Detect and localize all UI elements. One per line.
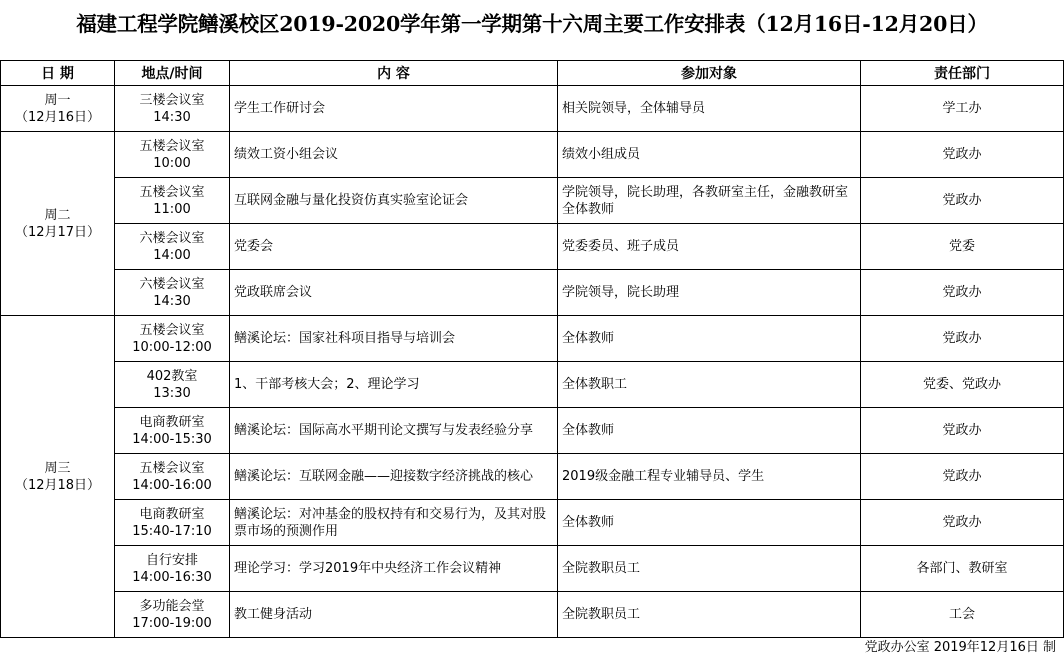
day-label: 周三 (44, 460, 71, 476)
time: 10:00 (153, 155, 191, 171)
table-row (1, 132, 1064, 178)
place-time-cell (115, 454, 230, 500)
header-date: 日 期 (1, 61, 115, 86)
header-participants: 参加对象 (558, 61, 861, 86)
header-department: 责任部门 (861, 61, 1064, 86)
place: 自行安排 (145, 552, 198, 568)
participants-cell: 全体教师 (558, 408, 861, 454)
page-title: 福建工程学院鳝溪校区2019-2020学年第一学期第十六周主要工作安排表（12月16日-12月20日） (76, 12, 988, 36)
content-cell: 1、干部考核大会；2、理论学习 (230, 362, 558, 408)
participants-cell: 学院领导，院长助理，各教研室主任，金融教研室全体教师 (558, 178, 861, 224)
time: 14:00-16:00 (132, 477, 212, 493)
participants-cell: 绩效小组成员 (558, 132, 861, 178)
content-cell: 党委会 (230, 224, 558, 270)
participants-cell: 相关院领导，全体辅导员 (558, 86, 861, 132)
department-cell: 各部门、教研室 (861, 546, 1064, 592)
day-date: （12月18日） (14, 477, 101, 493)
participants-cell: 党委委员、班子成员 (558, 224, 861, 270)
place: 六楼会议室 (139, 230, 205, 246)
content-cell: 鳝溪论坛：互联网金融——迎接数字经济挑战的核心 (230, 454, 558, 500)
time: 14:30 (153, 109, 191, 125)
day-label: 周一 (44, 92, 71, 108)
place-time-cell (115, 408, 230, 454)
content-cell: 教工健身活动 (230, 592, 558, 638)
department-cell: 学工办 (861, 86, 1064, 132)
time: 14:00-16:30 (132, 569, 212, 585)
table-row (1, 454, 1064, 500)
day-cell-tuesday (1, 132, 115, 316)
place-time-cell (115, 546, 230, 592)
place-time-cell (115, 132, 230, 178)
participants-cell: 2019级金融工程专业辅导员、学生 (558, 454, 861, 500)
place-time-cell (115, 316, 230, 362)
table-header-row (1, 61, 1064, 86)
content-cell: 党政联席会议 (230, 270, 558, 316)
place-time-cell (115, 86, 230, 132)
place: 六楼会议室 (139, 276, 205, 292)
place-time-cell (115, 592, 230, 638)
place-time-cell (115, 362, 230, 408)
time: 11:00 (153, 201, 191, 217)
department-cell: 党委 (861, 224, 1064, 270)
table-row (1, 546, 1064, 592)
place: 五楼会议室 (139, 460, 205, 476)
table-row (1, 224, 1064, 270)
table-row (1, 362, 1064, 408)
content-cell: 鳝溪论坛：国际高水平期刊论文撰写与发表经验分享 (230, 408, 558, 454)
header-content: 内 容 (230, 61, 558, 86)
day-date: （12月16日） (14, 109, 101, 125)
table-row (1, 270, 1064, 316)
time: 10:00-12:00 (132, 339, 212, 355)
content-cell: 绩效工资小组会议 (230, 132, 558, 178)
time: 14:30 (153, 293, 191, 309)
place: 五楼会议室 (139, 138, 205, 154)
day-label: 周二 (44, 207, 71, 223)
department-cell: 党政办 (861, 408, 1064, 454)
header-place-time: 地点/时间 (115, 61, 230, 86)
department-cell: 党政办 (861, 454, 1064, 500)
place-time-cell (115, 500, 230, 546)
place: 多功能会堂 (139, 598, 205, 614)
place: 五楼会议室 (139, 322, 205, 338)
day-cell-monday (1, 86, 115, 132)
department-cell: 党政办 (861, 500, 1064, 546)
footer-signature: 党政办公室 2019年12月16日 制 (864, 640, 1056, 655)
participants-cell: 全体教师 (558, 316, 861, 362)
time: 13:30 (153, 385, 191, 401)
participants-cell: 全体教职工 (558, 362, 861, 408)
day-cell-wednesday (1, 316, 115, 638)
participants-cell: 学院领导，院长助理 (558, 270, 861, 316)
content-cell: 理论学习：学习2019年中央经济工作会议精神 (230, 546, 558, 592)
table-row (1, 592, 1064, 638)
place: 电商教研室 (139, 414, 205, 430)
participants-cell: 全院教职员工 (558, 592, 861, 638)
participants-cell: 全体教师 (558, 500, 861, 546)
place: 三楼会议室 (139, 92, 205, 108)
table-row (1, 86, 1064, 132)
participants-cell: 全院教职员工 (558, 546, 861, 592)
place-time-cell (115, 224, 230, 270)
table-row (1, 408, 1064, 454)
department-cell: 党政办 (861, 178, 1064, 224)
place-time-cell (115, 270, 230, 316)
day-date: （12月17日） (14, 224, 101, 240)
content-cell: 互联网金融与量化投资仿真实验室论证会 (230, 178, 558, 224)
table-row (1, 316, 1064, 362)
time: 17:00-19:00 (132, 615, 212, 631)
department-cell: 工会 (861, 592, 1064, 638)
time: 14:00-15:30 (132, 431, 212, 447)
department-cell: 党政办 (861, 270, 1064, 316)
table-row (1, 178, 1064, 224)
department-cell: 党委、党政办 (861, 362, 1064, 408)
content-cell: 学生工作研讨会 (230, 86, 558, 132)
content-cell: 鳝溪论坛：对冲基金的股权持有和交易行为，及其对股票市场的预测作用 (230, 500, 558, 546)
department-cell: 党政办 (861, 132, 1064, 178)
place: 402教室 (146, 368, 198, 384)
content-cell: 鳝溪论坛：国家社科项目指导与培训会 (230, 316, 558, 362)
time: 15:40-17:10 (132, 523, 212, 539)
place: 五楼会议室 (139, 184, 205, 200)
place: 电商教研室 (139, 506, 205, 522)
table-row (1, 500, 1064, 546)
department-cell: 党政办 (861, 316, 1064, 362)
schedule-table (0, 60, 1064, 638)
place-time-cell (115, 178, 230, 224)
time: 14:00 (153, 247, 191, 263)
